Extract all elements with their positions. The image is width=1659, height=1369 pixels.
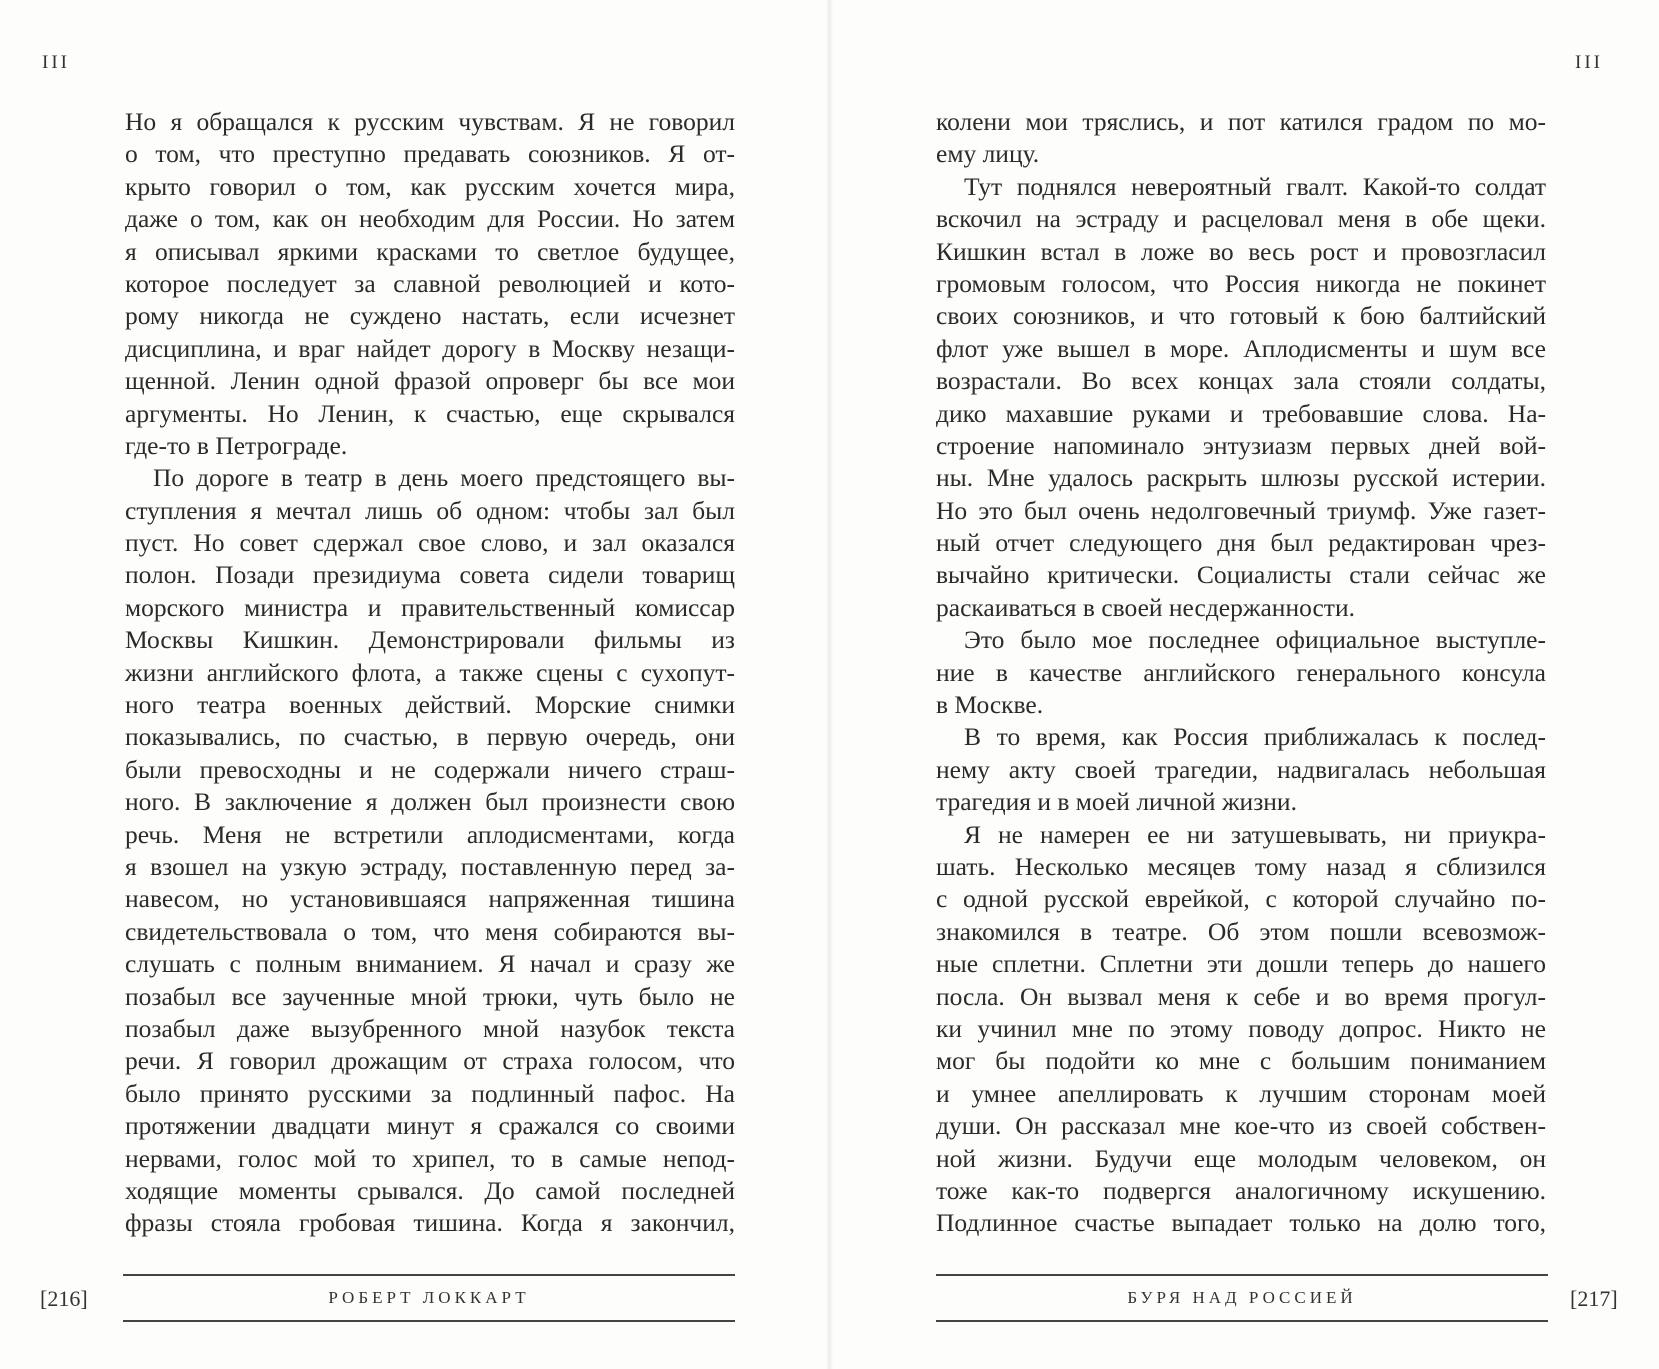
text-line: Тут поднялся невероятный гвалт. Какой-то солдат (964, 171, 1546, 201)
text-line: пуст. Но совет сдержал свое слово, и зал оказался (125, 528, 735, 558)
running-footer (936, 1274, 1548, 1322)
right-page (829, 0, 1659, 1369)
text-line: в Москве. (936, 690, 1044, 720)
text-line: Я не намерен ее ни затушевывать, ни приукра- (964, 819, 1546, 849)
left-page (0, 0, 829, 1369)
text-line: возрастали. Во всех концах зала стояли солдаты, (936, 366, 1546, 396)
text-line: позабыл все заученные мной трюки, чуть было не (125, 981, 735, 1011)
body-text (936, 106, 1546, 1240)
text-line: ны. Мне удалось раскрыть шлюзы русской истерии. (936, 463, 1546, 493)
text-line: ной жизни. Будучи еще молодым человеком, он (936, 1143, 1546, 1173)
text-line: раскаиваться в своей несдержанности. (936, 592, 1355, 622)
body-text (125, 106, 735, 1240)
text-line: показывались, по счастью, в первую очередь, они (125, 722, 735, 752)
text-line: вычайно критически. Социалисты стали сейчас же (936, 560, 1546, 590)
text-line: колени мои тряслись, и пот катился градом по мо- (936, 107, 1546, 136)
text-line: полон. Позади президиума совета сидели товарищ (125, 560, 735, 590)
text-line: были превосходны и не содержали ничего страш- (125, 754, 735, 784)
text-line: нервами, голос мой то хрипел, то в самые непод- (125, 1143, 735, 1173)
text-line: вскочил на эстраду и расцеловал меня в обе щеки. (936, 204, 1546, 234)
footer-rule-bottom (936, 1320, 1548, 1322)
footer-rule-top (936, 1274, 1548, 1276)
text-line: которое последует за славной революцией и кото- (125, 268, 735, 298)
text-line: души. Он рассказал мне кое-что из своей собствен- (936, 1111, 1546, 1141)
text-line: даже о том, как он необходим для России. Но затем (125, 204, 735, 234)
text-line: тоже как-то подвергся аналогичному искушению. (936, 1175, 1546, 1205)
text-line: шать. Несколько месяцев тому назад я сблизился (936, 851, 1546, 881)
text-line: Это было мое последнее официальное выступле- (964, 625, 1546, 655)
text-line: ки учинил мне по этому поводу допрос. Никто не (936, 1013, 1546, 1043)
text-line: ступления я мечтал лишь об одном: чтобы зал был (125, 495, 735, 525)
text-line: позабыл даже вызубренного мной назубок текста (125, 1013, 735, 1043)
text-line: крыто говорил о том, как русским хочется мира, (125, 171, 735, 201)
text-line: дисциплина, и враг найдет дорогу в Москву незащи- (125, 333, 735, 363)
text-line: и умнее апеллировать к лучшим сторонам моей (936, 1078, 1546, 1108)
chapter-number: III (1575, 52, 1603, 73)
text-line: мог бы подойти ко мне с большим пониманием (936, 1046, 1546, 1076)
chapter-number: III (42, 52, 70, 73)
page-number: [216] (40, 1286, 88, 1311)
text-line: щенной. Ленин одной фразой опроверг бы все мои (125, 366, 735, 396)
text-line: посла. Он вызвал меня к себе и во время прогул- (936, 981, 1546, 1011)
running-footer (123, 1274, 735, 1322)
footer-rule-bottom (123, 1320, 735, 1322)
text-line: о том, что преступно предавать союзников. Я от- (125, 139, 735, 169)
text-line: я взошел на узкую эстраду, поставленную перед за- (125, 851, 735, 881)
text-line: ные сплетни. Сплетни эти дошли теперь до нашего (936, 949, 1546, 979)
text-line: По дороге в театр в день моего предстоящего вы- (153, 463, 735, 493)
text-line: протяжении двадцати минут я сражался со своими (125, 1111, 735, 1141)
text-line: Москвы Кишкин. Демонстрировали фильмы из (125, 625, 735, 655)
text-line: Кишкин встал в ложе во весь рост и провозгласил (936, 236, 1546, 266)
text-line: морского министра и правительственный комиссар (125, 592, 735, 622)
text-line: я описывал яркими красками то светлое будущее, (125, 236, 735, 266)
text-line: ный отчет следующего дня был редактирован чрез- (936, 528, 1546, 558)
text-line: слушать с полным вниманием. Я начал и сразу же (125, 949, 735, 979)
text-line: ного. В заключение я должен был произнести свою (125, 787, 735, 817)
text-line: громовым голосом, что Россия никогда не покинет (936, 268, 1546, 298)
text-line: Но это был очень недолговечный триумф. Уже газет- (936, 495, 1546, 525)
text-line: где-то в Петрограде. (125, 430, 348, 460)
running-head: РОБЕРТ ЛОККАРТ (328, 1288, 530, 1307)
text-line: своих союзников, и что готовый к бою балтийский (936, 301, 1546, 331)
text-line: ние в качестве английского генерального консула (936, 657, 1546, 687)
text-line: дико махавшие руками и требовавшие слова. На- (936, 398, 1546, 428)
text-line: флот уже вышел в море. Аплодисменты и шум все (936, 333, 1546, 363)
text-line: ходящие моменты срывался. До самой последней (125, 1175, 735, 1205)
text-line: ему лицу. (936, 139, 1040, 169)
text-line: фразы стояла гробовая тишина. Когда я закончил, (125, 1208, 735, 1238)
text-line: аргументы. Но Ленин, к счастью, еще скрывался (125, 398, 735, 428)
text-line: рому никогда не суждено настать, если исчезнет (125, 301, 735, 331)
footer-rule-top (123, 1274, 735, 1276)
text-line: свидетельствовала о том, что меня собираются вы- (125, 916, 735, 946)
text-line: речи. Я говорил дрожащим от страха голосом, что (125, 1046, 735, 1076)
text-line: ного театра военных действий. Морские снимки (125, 690, 735, 720)
text-line: было принято русскими за подлинный пафос. На (125, 1078, 735, 1108)
text-line: Подлинное счастье выпадает только на долю того, (936, 1208, 1546, 1238)
text-line: строение напоминало энтузиазм первых дней вой- (936, 430, 1546, 460)
text-line: трагедия и в моей личной жизни. (936, 787, 1297, 817)
text-line: Но я обращался к русским чувствам. Я не говорил (125, 107, 735, 136)
running-head: БУРЯ НАД РОССИЕЙ (1127, 1288, 1357, 1307)
text-line: В то время, как Россия приближалась к послед- (964, 722, 1546, 752)
text-line: с одной русской еврейкой, с которой случайно по- (936, 884, 1546, 914)
text-line: речь. Меня не встретили аплодисментами, когда (125, 819, 735, 849)
page-number: [217] (1570, 1286, 1618, 1311)
text-line: знакомился в театре. Об этом пошли всевозмож- (936, 916, 1546, 946)
text-line: жизни английского флота, а также сцены с сухопут- (125, 657, 735, 687)
text-line: нему акту своей трагедии, надвигалась небольшая (936, 754, 1546, 784)
text-line: навесом, но установившаяся напряженная тишина (125, 884, 735, 914)
